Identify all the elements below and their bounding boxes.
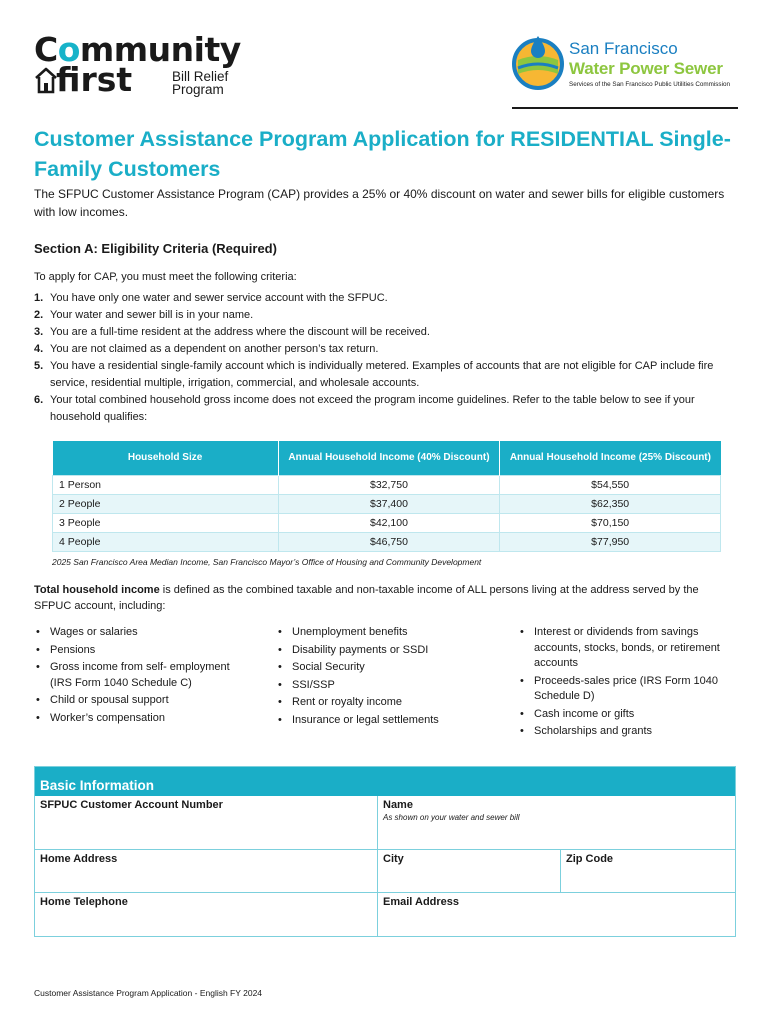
criteria-item xyxy=(34,358,734,392)
table-row xyxy=(53,475,721,494)
name-label: Name xyxy=(383,799,413,811)
income-sources-list-3 xyxy=(518,625,723,742)
sfpuc-name: San Francisco xyxy=(569,39,678,58)
income-40-cell: $46,750 xyxy=(278,532,500,551)
sfpuc-tagline: Water Power Sewer xyxy=(569,59,723,78)
total-income-term: Total household income xyxy=(34,584,160,596)
header-household-size: Household Size xyxy=(53,441,279,475)
income-25-cell: $70,150 xyxy=(500,513,721,532)
basic-information-form xyxy=(34,766,736,937)
criteria-number: 4. xyxy=(34,343,44,355)
table-row xyxy=(53,494,721,513)
income-40-cell: $42,100 xyxy=(278,513,500,532)
income-40-cell: $32,750 xyxy=(278,475,500,494)
email-address-field[interactable] xyxy=(378,893,735,936)
household-size-cell: 4 People xyxy=(53,532,279,551)
eligibility-criteria-list xyxy=(34,290,734,426)
intro-paragraph: The SFPUC Customer Assistance Program (CAP) provides a 25% or 40% discount on water and sewer bills for eligible customers with low incomes. xyxy=(34,187,725,219)
community-first-logo xyxy=(34,30,244,99)
sfpuc-services-text: Services of the San Francisco Public Utilities Commission xyxy=(569,81,730,88)
home-address-field[interactable] xyxy=(35,850,378,893)
zip-code-field[interactable] xyxy=(561,850,735,893)
total-income-definition xyxy=(34,582,734,614)
account-number-field[interactable] xyxy=(35,796,378,850)
city-label: City xyxy=(383,853,404,865)
logo-letters: mmunity xyxy=(79,30,241,69)
income-sources-list-1 xyxy=(34,625,254,728)
income-25-cell: $77,950 xyxy=(500,532,721,551)
list-item: • Disability payments or SSDI xyxy=(276,643,496,659)
name-field[interactable] xyxy=(378,796,735,850)
home-telephone-field[interactable] xyxy=(35,893,378,936)
table-row xyxy=(53,513,721,532)
page-title: Customer Assistance Program Application for RESIDENTIAL Single-Family Customers xyxy=(34,127,731,181)
income-40-cell: $37,400 xyxy=(278,494,500,513)
criteria-number: 2. xyxy=(34,309,44,321)
list-item: • Insurance or legal settlements xyxy=(276,713,496,729)
account-number-label: SFPUC Customer Account Number xyxy=(40,799,223,811)
criteria-text: You have a residential single-family account which is individually metered. Examples of accounts that are not eligible for CAP include fire service, residential multiple, irrigation, commercial, and wholesale accounts. xyxy=(50,360,714,389)
household-size-cell: 2 People xyxy=(53,494,279,513)
total-income-text: is defined as the combined taxable and non-taxable income of ALL persons living at the address served by the SFPUC account, including: xyxy=(34,584,699,612)
list-item: • Gross income from self- employment (IRS Form 1040 Schedule C) xyxy=(34,660,254,691)
table-header-row xyxy=(53,441,721,475)
criteria-text: Your total combined household gross income does not exceed the program income guidelines. Refer to the table below to see if your household qualifies: xyxy=(50,394,695,423)
home-address-label: Home Address xyxy=(40,853,118,865)
criteria-number: 5. xyxy=(34,360,44,372)
income-25-cell: $54,550 xyxy=(500,475,721,494)
criteria-text: You have only one water and sewer service account with the SFPUC. xyxy=(50,292,388,304)
header-income-25: Annual Household Income (25% Discount) xyxy=(500,441,721,475)
criteria-item xyxy=(34,392,734,426)
household-size-cell: 3 People xyxy=(53,513,279,532)
zip-code-label: Zip Code xyxy=(566,853,614,865)
table-source-note: 2025 San Francisco Area Median Income, San Francisco Mayor’s Office of Housing and Community Development xyxy=(52,557,482,567)
criteria-number: 1. xyxy=(34,292,44,304)
house-icon xyxy=(34,66,58,94)
logo-first-text: first xyxy=(56,60,133,99)
list-item: • Interest or dividends from savings accounts, stocks, bonds, or retirement accounts xyxy=(518,625,723,672)
logo-divider xyxy=(512,107,738,109)
table-row xyxy=(53,532,721,551)
criteria-item xyxy=(34,324,734,341)
page-footer: Customer Assistance Program Application - English FY 2024 xyxy=(34,988,263,998)
list-item: • Cash income or gifts xyxy=(518,707,723,723)
logo-letter: C xyxy=(34,30,58,69)
household-size-cell: 1 Person xyxy=(53,475,279,494)
criteria-number: 6. xyxy=(34,394,44,406)
criteria-item xyxy=(34,290,734,307)
criteria-item xyxy=(34,341,734,358)
sfpuc-logo xyxy=(512,34,738,108)
income-25-cell: $62,350 xyxy=(500,494,721,513)
criteria-item xyxy=(34,307,734,324)
income-sources-list-2 xyxy=(276,625,496,730)
list-item: • Rent or royalty income xyxy=(276,695,496,711)
criteria-text: You are not claimed as a dependent on another person’s tax return. xyxy=(50,343,379,355)
list-item: • Proceeds-sales price (IRS Form 1040 Schedule D) xyxy=(518,674,723,705)
list-item: • Child or spousal support xyxy=(34,693,254,709)
income-guidelines-table xyxy=(52,441,721,552)
list-item: • Scholarships and grants xyxy=(518,724,723,740)
water-drop-emblem-icon xyxy=(512,34,564,90)
logo-sub-line1: Bill Relief xyxy=(172,69,229,84)
list-item: • Pensions xyxy=(34,643,254,659)
list-item: • Unemployment benefits xyxy=(276,625,496,641)
logo-sub-line2: Program xyxy=(172,82,224,97)
criteria-number: 3. xyxy=(34,326,44,338)
criteria-text: Your water and sewer bill is in your name. xyxy=(50,309,254,321)
list-item: • SSI/SSP xyxy=(276,678,496,694)
header-income-40: Annual Household Income (40% Discount) xyxy=(278,441,500,475)
city-field[interactable] xyxy=(378,850,561,893)
name-hint: As shown on your water and sewer bill xyxy=(383,813,520,822)
criteria-text: You are a full-time resident at the address where the discount will be received. xyxy=(50,326,430,338)
list-item: • Wages or salaries xyxy=(34,625,254,641)
home-telephone-label: Home Telephone xyxy=(40,896,128,908)
list-item: • Worker’s compensation xyxy=(34,711,254,727)
section-a-heading: Section A: Eligibility Criteria (Required) xyxy=(34,241,277,256)
heart-icon: o xyxy=(57,30,80,69)
criteria-intro: To apply for CAP, you must meet the following criteria: xyxy=(34,271,297,283)
basic-information-heading: Basic Information xyxy=(35,767,735,796)
list-item: • Social Security xyxy=(276,660,496,676)
email-address-label: Email Address xyxy=(383,896,460,908)
logo-subtitle xyxy=(172,70,228,96)
